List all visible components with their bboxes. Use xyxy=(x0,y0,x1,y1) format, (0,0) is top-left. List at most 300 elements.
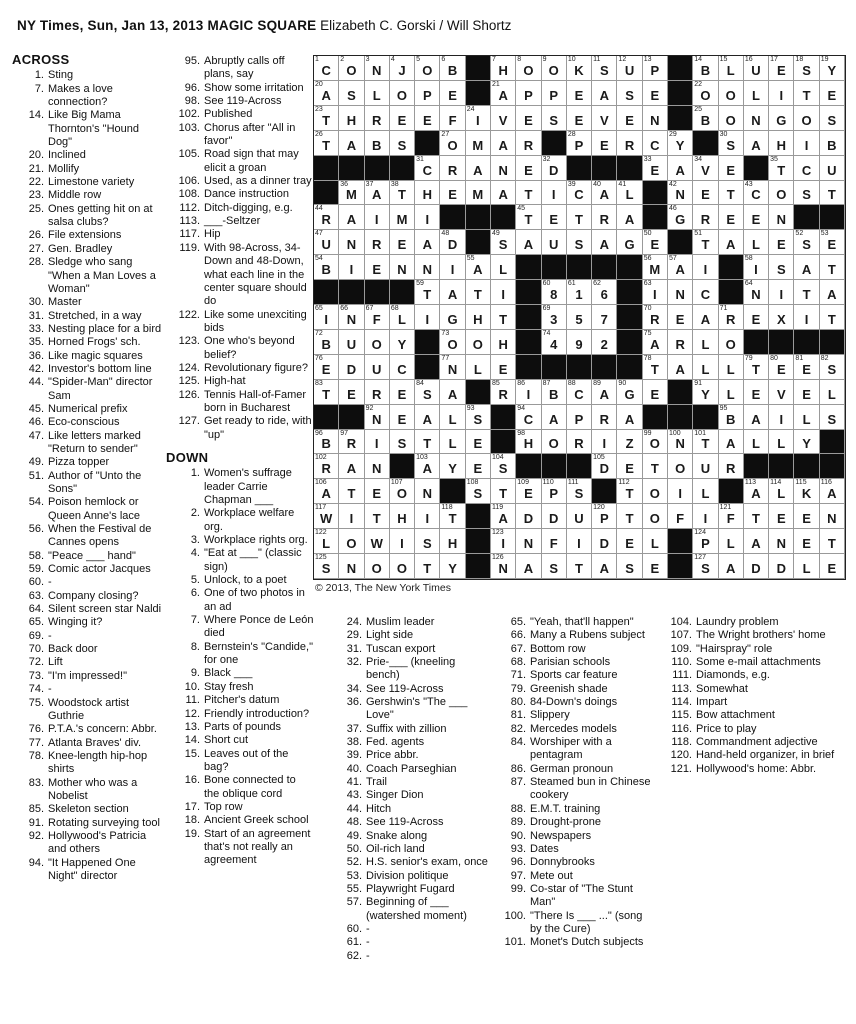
grid-cell xyxy=(794,280,819,305)
grid-cell xyxy=(365,454,390,479)
grid-cell xyxy=(592,405,617,430)
clue-number: 63. xyxy=(28,589,44,602)
cell-letter: Y xyxy=(827,62,837,78)
clue-number: 71. xyxy=(510,669,526,682)
cell-letter: S xyxy=(827,361,837,377)
grid-cell-black xyxy=(466,205,491,230)
cell-number: 99 xyxy=(643,429,652,437)
cell-letter: T xyxy=(650,461,659,477)
clue-text: Skeleton section xyxy=(48,803,129,816)
cell-letter: H xyxy=(776,137,786,153)
grid-cell xyxy=(314,479,339,504)
cell-letter: 7 xyxy=(600,311,608,327)
cell-number: 118 xyxy=(441,504,453,512)
grid-cell-black xyxy=(516,305,541,330)
grid-cell-black xyxy=(466,230,491,255)
clue-text: Commandment adjective xyxy=(696,736,818,749)
clue xyxy=(166,108,314,121)
cell-letter: R xyxy=(599,411,609,427)
grid-cell xyxy=(769,156,794,181)
clue xyxy=(12,470,166,497)
grid-cell xyxy=(668,156,693,181)
clue-text: Bow attachment xyxy=(696,709,775,722)
grid-cell-black xyxy=(314,181,339,206)
cell-number: 115 xyxy=(795,479,807,487)
grid-cell-black xyxy=(339,156,364,181)
clue xyxy=(166,587,314,614)
cell-letter: I xyxy=(374,436,379,452)
clue-text: "Hairspray" role xyxy=(696,642,773,655)
grid-cell xyxy=(567,330,592,355)
cell-number: 61 xyxy=(567,280,576,288)
cell-number: 37 xyxy=(365,180,374,188)
cell-letter: S xyxy=(599,62,609,78)
cell-letter: A xyxy=(346,137,357,153)
cell-letter: I xyxy=(501,287,505,303)
clue xyxy=(492,696,656,709)
grid-cell xyxy=(542,181,567,206)
clue-number: 14. xyxy=(28,109,44,122)
cell-letter: 2 xyxy=(600,336,608,352)
grid-cell xyxy=(668,305,693,330)
cell-letter: N xyxy=(498,561,508,576)
grid-cell xyxy=(415,554,440,579)
grid-cell xyxy=(719,454,744,479)
clue-number: 109. xyxy=(670,642,692,655)
grid-cell-black xyxy=(390,280,415,305)
grid-cell xyxy=(440,181,465,206)
grid-cell xyxy=(339,330,364,355)
cell-letter: S xyxy=(498,461,508,477)
clue-text: "Peace ___ hand" xyxy=(48,549,136,562)
clue xyxy=(166,708,314,721)
clue xyxy=(330,803,488,816)
clue-text: Diamonds, e.g. xyxy=(696,669,770,682)
grid-cell xyxy=(592,280,617,305)
grid-cell xyxy=(592,504,617,529)
cell-letter: O xyxy=(548,62,559,78)
clue-number: 101. xyxy=(504,936,526,949)
clue xyxy=(166,215,314,228)
cell-letter: E xyxy=(802,361,811,377)
cell-letter: A xyxy=(346,461,357,477)
cell-letter: L xyxy=(322,536,331,552)
grid-cell xyxy=(390,479,415,504)
cell-letter: S xyxy=(625,561,634,576)
cell-letter: P xyxy=(599,511,609,527)
grid-cell-black xyxy=(542,355,567,380)
cell-letter: H xyxy=(397,511,407,527)
clue-number: 69. xyxy=(28,629,44,642)
grid-cell xyxy=(542,554,567,579)
grid-cell xyxy=(339,230,364,255)
cell-letter: E xyxy=(498,361,508,377)
clue xyxy=(166,362,314,375)
grid-cell-black xyxy=(820,205,845,230)
clue-number: 1. xyxy=(34,69,44,82)
clue xyxy=(12,576,166,589)
grid-cell xyxy=(440,156,465,181)
clue xyxy=(166,748,314,775)
clue-text: Black ___ xyxy=(204,667,253,680)
cell-letter: E xyxy=(397,112,407,128)
clue-number: 23. xyxy=(28,189,44,202)
grid-cell xyxy=(516,554,541,579)
clue xyxy=(166,82,314,95)
clue-number: 98. xyxy=(184,95,200,108)
clue-number: 114. xyxy=(671,696,692,709)
cell-number: 30 xyxy=(719,130,728,138)
grid-cell xyxy=(314,205,339,230)
clue-text: Hip xyxy=(204,228,221,241)
clue-number: 126. xyxy=(178,388,200,401)
grid-cell-black xyxy=(693,131,718,156)
grid-cell xyxy=(769,504,794,529)
clue xyxy=(492,723,656,736)
cell-number: 25 xyxy=(694,105,703,113)
cell-letter: N xyxy=(372,461,382,477)
clue-text: Suffix with zillion xyxy=(366,722,447,735)
grid-cell xyxy=(820,280,845,305)
grid-cell xyxy=(491,529,516,554)
cell-number: 35 xyxy=(770,155,778,163)
grid-cell xyxy=(719,380,744,405)
cell-letter: F xyxy=(549,536,558,552)
clue-text: Trail xyxy=(366,776,387,789)
grid-cell xyxy=(491,330,516,355)
grid-cell xyxy=(668,430,693,455)
cell-letter: C xyxy=(321,62,331,78)
grid-cell xyxy=(542,305,567,330)
clue-text: Rotating surveying tool xyxy=(48,816,160,829)
grid-cell-black xyxy=(693,405,718,430)
cell-number: 62 xyxy=(593,280,601,288)
cell-letter: H xyxy=(498,336,508,352)
cell-number: 121 xyxy=(719,504,732,512)
grid-cell xyxy=(466,280,491,305)
cell-letter: L xyxy=(777,436,786,452)
grid-cell-black xyxy=(820,430,845,455)
cell-letter: E xyxy=(827,237,837,253)
clue xyxy=(330,936,488,949)
clue xyxy=(12,550,166,563)
grid-cell xyxy=(769,554,794,579)
clue xyxy=(166,242,314,309)
grid-cell-black xyxy=(668,380,693,405)
cell-letter: R xyxy=(726,311,736,327)
clue xyxy=(12,697,166,724)
cell-letter: T xyxy=(575,561,583,576)
clue xyxy=(12,430,166,457)
grid-cell xyxy=(314,454,339,479)
clue-number: 8. xyxy=(190,640,200,653)
clue xyxy=(166,122,314,149)
grid-cell xyxy=(415,479,440,504)
cell-letter: R xyxy=(726,461,736,477)
clue-number: 6. xyxy=(190,587,200,600)
cell-number: 15 xyxy=(719,56,728,63)
grid-cell-black xyxy=(617,156,642,181)
clue-text: Sports car feature xyxy=(530,669,618,682)
grid-cell-black xyxy=(466,504,491,529)
cell-letter: E xyxy=(397,386,407,402)
clue-number: 18. xyxy=(184,814,200,827)
clue-number: 29. xyxy=(346,629,362,642)
grid-cell xyxy=(542,430,567,455)
grid-cell xyxy=(390,305,415,330)
clue-number: 65. xyxy=(510,616,526,628)
grid-cell xyxy=(744,380,769,405)
clue-number: 81. xyxy=(510,709,526,722)
clue xyxy=(492,629,656,642)
grid-cell xyxy=(339,504,364,529)
cell-letter: T xyxy=(322,386,331,402)
grid-cell xyxy=(693,106,718,131)
grid-cell xyxy=(440,280,465,305)
clue-text: Many a Rubens subject xyxy=(530,629,645,642)
clue-number: 88. xyxy=(510,802,526,815)
grid-cell xyxy=(820,131,845,156)
grid-cell xyxy=(820,230,845,255)
clue-number: 43. xyxy=(346,789,362,802)
grid-cell xyxy=(390,106,415,131)
clue xyxy=(12,350,166,363)
cell-letter: E xyxy=(422,112,432,128)
grid-cell xyxy=(643,330,668,355)
cell-letter: S xyxy=(549,561,559,576)
clue-text: Hollywood's Patricia and others xyxy=(48,829,147,856)
cell-letter: R xyxy=(574,436,584,452)
grid-cell xyxy=(466,479,491,504)
cell-letter: H xyxy=(498,62,508,78)
cell-letter: E xyxy=(726,212,736,228)
cell-number: 95 xyxy=(719,404,728,412)
clue-number: 16. xyxy=(184,774,200,787)
grid-cell-black xyxy=(491,205,516,230)
cell-letter: L xyxy=(650,536,659,552)
cell-letter: T xyxy=(625,486,634,502)
grid-cell xyxy=(339,529,364,554)
cell-letter: O xyxy=(776,187,787,203)
clue-text: Co-star of "The Stunt Man" xyxy=(530,882,633,909)
grid-cell xyxy=(516,529,541,554)
cell-letter: S xyxy=(827,411,837,427)
grid-cell-black xyxy=(820,330,845,355)
clue-number: 33. xyxy=(28,322,44,335)
grid-cell xyxy=(668,131,693,156)
grid-cell xyxy=(617,504,642,529)
clue xyxy=(166,175,314,188)
grid-cell xyxy=(516,56,541,81)
clue xyxy=(330,696,488,723)
grid-cell-black xyxy=(491,405,516,430)
cell-letter: E xyxy=(650,237,660,253)
clue-text: Where Ponce de León died xyxy=(204,614,314,640)
cell-number: 45 xyxy=(517,205,526,213)
grid-cell xyxy=(415,380,440,405)
grid-cell xyxy=(820,479,845,504)
cell-letter: G xyxy=(776,112,787,128)
grid-cell xyxy=(693,330,718,355)
clue-text: Back door xyxy=(48,643,98,656)
cell-letter: S xyxy=(776,262,786,278)
clue-text: Parisian schools xyxy=(530,656,611,669)
grid-cell-black xyxy=(592,255,617,280)
cell-number: 89 xyxy=(593,379,601,387)
clue-number: 60. xyxy=(346,922,362,935)
clue-text: Makes a love connection? xyxy=(48,82,113,109)
cell-letter: N xyxy=(346,237,357,253)
cell-letter: O xyxy=(523,62,534,78)
cell-letter: N xyxy=(372,62,382,78)
cell-letter: N xyxy=(650,112,660,128)
clue-text: Singer Dion xyxy=(366,789,424,802)
cell-number: 22 xyxy=(694,80,703,88)
grid-cell xyxy=(744,131,769,156)
clue-number: 49. xyxy=(28,456,44,469)
clue-number: 102. xyxy=(178,108,200,121)
clue-text: Hitch xyxy=(366,802,392,815)
clue xyxy=(492,616,656,629)
clue-text: - xyxy=(366,936,370,949)
clue xyxy=(166,188,314,201)
cell-letter: E xyxy=(802,386,811,402)
clue-text: "I'm impressed!" xyxy=(48,669,127,682)
clue-text: - xyxy=(48,683,52,696)
cell-number: 67 xyxy=(365,305,374,313)
cell-letter: A xyxy=(599,187,609,203)
clue-text: Division politique xyxy=(366,869,449,882)
clue-text: Horned Frogs' sch. xyxy=(48,336,141,349)
grid-cell xyxy=(617,430,642,455)
cell-letter: I xyxy=(374,212,379,228)
cell-number: 4 xyxy=(390,56,395,63)
clue-text: Used, as a dinner tray xyxy=(204,175,312,188)
grid-cell xyxy=(744,106,769,131)
grid-cell xyxy=(617,529,642,554)
grid-cell xyxy=(491,554,516,579)
grid-cell-black xyxy=(592,479,617,504)
clue xyxy=(12,777,166,804)
grid-cell xyxy=(415,504,440,529)
grid-cell xyxy=(516,205,541,230)
grid-cell xyxy=(592,181,617,206)
cell-number: 80 xyxy=(770,354,778,362)
grid-cell xyxy=(339,380,364,405)
cell-letter: L xyxy=(802,561,811,576)
cell-letter: T xyxy=(524,212,533,228)
clue-number: 55. xyxy=(346,882,362,895)
clue-number: 120. xyxy=(670,749,692,762)
grid-cell xyxy=(592,205,617,230)
clue-text: Dates xyxy=(530,842,559,855)
cell-number: 17 xyxy=(770,56,778,63)
grid-cell xyxy=(794,355,819,380)
cell-letter: L xyxy=(802,411,811,427)
cell-number: 14 xyxy=(694,56,703,63)
grid-cell xyxy=(314,81,339,106)
grid-cell-black xyxy=(339,405,364,430)
cell-letter: E xyxy=(625,536,634,552)
clue-text: Mollify xyxy=(48,162,80,175)
clue xyxy=(492,830,656,843)
clue-number: 37. xyxy=(346,722,362,735)
clue xyxy=(166,721,314,734)
clue-text: Slippery xyxy=(530,709,570,722)
cell-number: 46 xyxy=(669,205,677,213)
cell-letter: H xyxy=(523,436,534,452)
cell-number: 29 xyxy=(669,130,677,138)
cell-letter: L xyxy=(726,62,735,78)
clue-number: 112. xyxy=(179,201,200,214)
grid-cell xyxy=(769,255,794,280)
cell-number: 119 xyxy=(492,504,504,512)
clue xyxy=(12,323,166,336)
grid-cell-black xyxy=(769,454,794,479)
cell-number: 26 xyxy=(315,130,323,138)
grid-cell xyxy=(668,205,693,230)
cell-letter: A xyxy=(675,361,685,377)
cell-letter: T xyxy=(423,287,432,303)
grid-cell xyxy=(744,205,769,230)
grid-cell xyxy=(516,430,541,455)
cell-number: 71 xyxy=(719,305,728,313)
cell-letter: E xyxy=(625,461,634,477)
cell-letter: E xyxy=(776,511,786,527)
clue xyxy=(656,696,854,709)
clue xyxy=(330,683,488,696)
cell-letter: S xyxy=(574,237,584,253)
clue-number: 66. xyxy=(510,629,526,642)
cell-number: 34 xyxy=(694,155,703,163)
cell-letter: E xyxy=(524,112,533,128)
grid-cell xyxy=(567,554,592,579)
cell-letter: N xyxy=(447,361,458,377)
clue-number: 87. xyxy=(510,776,526,789)
grid-cell xyxy=(516,230,541,255)
cell-number: 43 xyxy=(744,180,753,188)
cell-number: 70 xyxy=(643,305,652,313)
clue-number: 125. xyxy=(178,375,200,388)
cell-letter: B xyxy=(447,62,458,78)
cell-letter: R xyxy=(498,386,508,402)
cell-letter: U xyxy=(700,461,711,477)
grid-cell xyxy=(542,380,567,405)
cell-letter: A xyxy=(726,561,736,576)
cell-letter: D xyxy=(599,461,609,477)
clue-text: "Spider-Man" director Sam xyxy=(48,376,153,402)
clue-text: Monet's Dutch subjects xyxy=(530,936,644,949)
grid-cell xyxy=(719,529,744,554)
cell-letter: H xyxy=(473,311,483,327)
cell-number: 54 xyxy=(315,255,323,263)
clue-number: 56. xyxy=(28,523,44,536)
grid-cell xyxy=(794,529,819,554)
cell-letter: E xyxy=(574,112,584,128)
cell-letter: N xyxy=(827,511,837,527)
grid-cell xyxy=(744,554,769,579)
cell-letter: U xyxy=(549,237,559,253)
grid-cell xyxy=(440,529,465,554)
grid-cell xyxy=(567,479,592,504)
cell-letter: H xyxy=(346,112,357,128)
clue xyxy=(166,202,314,215)
grid-cell xyxy=(567,131,592,156)
clue xyxy=(12,83,166,110)
cell-letter: L xyxy=(726,361,735,377)
clue-text: Like some unexciting bids xyxy=(204,308,307,334)
grid-cell xyxy=(794,181,819,206)
